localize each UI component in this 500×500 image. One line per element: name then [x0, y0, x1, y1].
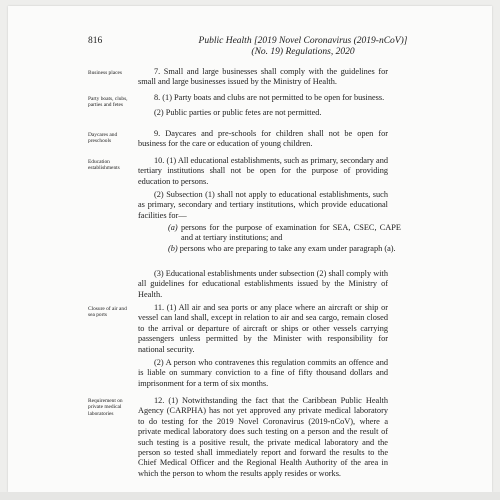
regulation-11-1: 11. (1) All air and sea ports or any place where an aircraft or ship or vessel can land shall, except in relation to air and sea cargo, remain closed to the arrival or departure of aircraft or ships or other vessels carrying passengers unless permitted by the Minister with responsibility for national security.	[138, 303, 388, 354]
margin-note-business: Business places	[88, 70, 122, 76]
header-title-line-2: (No. 19) Regulations, 2020	[251, 47, 355, 57]
header-title-line-1: Public Health [2019 Novel Coronavirus (2019-nCoV)]	[198, 36, 408, 46]
regulation-8-2: (2) Public parties or public fetes are not permitted.	[154, 108, 322, 117]
regulation-10-1: 10. (1) All educational establishments, such as primary, secondary and tertiary institutions shall not be open for the purpose of providing education to persons.	[138, 156, 388, 186]
item-text-a: persons for the purpose of examination for SEA, CSEC, CAPE and at tertiary institutions; and	[180, 223, 401, 243]
page-header-title	[183, 36, 423, 58]
regulation-10-3: (3) Educational establishments under subsection (2) shall comply with all guidelines for educational establishments issued by the Ministry of Health.	[138, 269, 388, 299]
regulation-12-1: 12. (1) Notwithstanding the fact that the Caribbean Public Health Agency (CARPHA) has not yet approved any private medical laboratory to do testing for the 2019 Novel Coronavirus (2019-nCoV), where a private medical laboratory does such testing on a person and the result of such testing is a positive result, the private medical laboratory and the person so tested shall immediately report and forward the results to the Chief Medical Officer and the Regional Health Authority of the area in which the person to whom the results apply resides or works.	[138, 396, 388, 478]
page-number: 816	[88, 36, 103, 46]
regulation-10-2-a	[168, 223, 401, 244]
regulation-8-1: 8. (1) Party boats and clubs are not permitted to be open for business.	[154, 93, 385, 102]
margin-note-party: Party boats, clubs, parties and fetes	[88, 96, 128, 109]
document-page	[8, 6, 492, 492]
regulation-7: 7. Small and large businesses shall comply with the guidelines for small and large businesses issued by the Ministry of Health.	[138, 67, 388, 87]
item-label-a: (a)	[168, 223, 178, 232]
regulation-11-2: (2) A person who contravenes this regulation commits an offence and is liable on summary conviction to a fine of fifty thousand dollars and imprisonment for a term of six months.	[138, 358, 388, 388]
regulation-9: 9. Daycares and pre-schools for children shall not be open for business for the care or education of young children.	[138, 129, 388, 149]
margin-note-education: Education establishments	[88, 159, 120, 172]
item-text-b: persons who are preparing to take any exam under paragraph (a).	[179, 244, 396, 253]
regulation-10-2: (2) Subsection (1) shall not apply to educational establishments, such as primary, secondary and tertiary institutions, which provide educational facilities for—	[138, 190, 388, 220]
margin-note-requirement: Requirement on private medical laboratories	[88, 398, 123, 417]
margin-note-daycares: Daycares and preschools	[88, 132, 118, 145]
regulation-10-2-b	[168, 244, 401, 254]
page-bottom-edge	[0, 492, 500, 500]
item-label-b: (b)	[168, 244, 178, 253]
margin-note-closure: Closure of air and sea ports	[88, 306, 127, 319]
